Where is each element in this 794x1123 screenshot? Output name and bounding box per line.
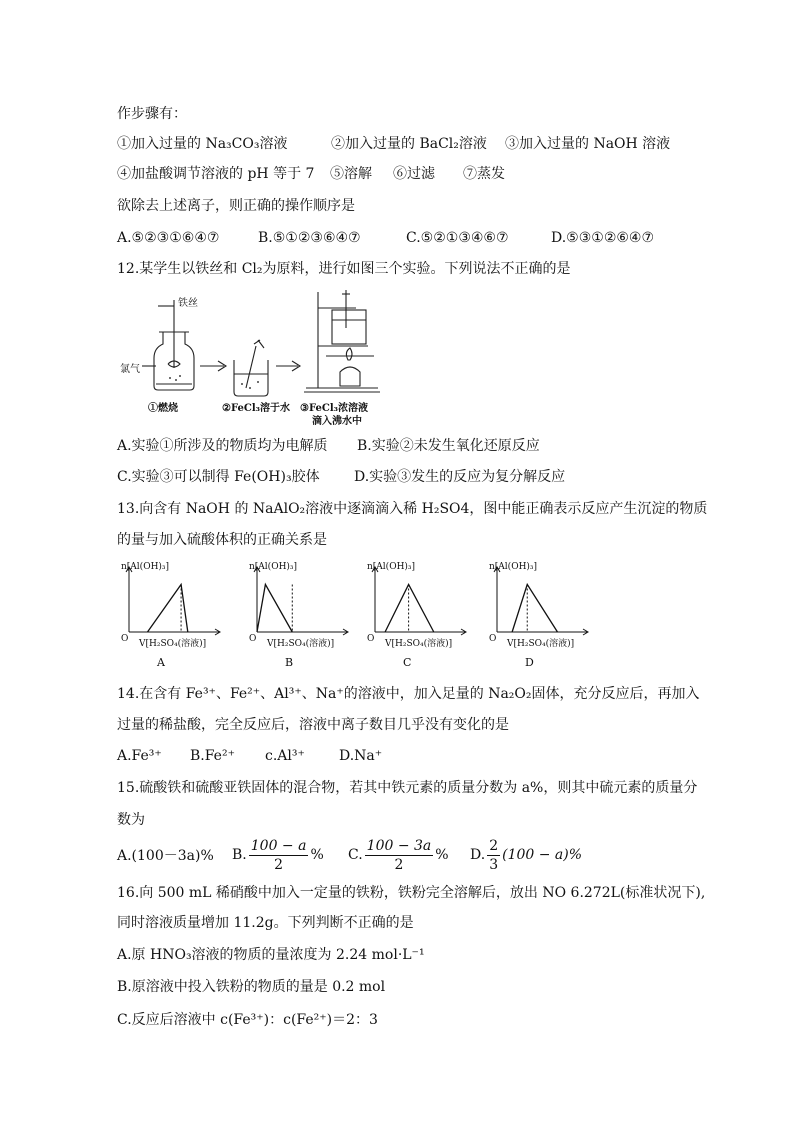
y-axis-label: n[Al(OH)₃] [121, 562, 170, 572]
graph-plot-a [117, 560, 227, 642]
graph-plot-b [245, 560, 355, 642]
q11-option-b: B.⑤①②③⑥④⑦ [258, 230, 361, 246]
q15-c-numerator: 100 − 3a [366, 837, 432, 854]
q12-option-b: B.实验②未发生氧化还原反应 [357, 438, 540, 454]
step-5: ⑤溶解 [330, 166, 372, 182]
graph-option-a [117, 560, 227, 670]
graph-letter-label: D [525, 656, 534, 669]
y-axis-label: n[Al(OH)₃] [489, 562, 538, 572]
graph-letter-label: A [157, 656, 165, 669]
q11-option-d: D.⑤③①②⑥④⑦ [551, 230, 655, 246]
precipitate-curve [147, 584, 187, 632]
q13-stem-line2: 的量与加入硫酸体积的正确关系是 [117, 532, 327, 548]
caption-dissolve: ②FeCl₃溶于水 [222, 403, 291, 414]
step-2: ②加入过量的 BaCl₂溶液 [331, 136, 487, 152]
step-6: ⑥过滤 [393, 166, 435, 182]
intro-text: 作步骤有： [117, 106, 187, 122]
iron-wire-label: 铁丝 [178, 298, 198, 309]
q15-d-suffix: (100 − a)% [502, 847, 583, 863]
x-axis-label: V[H₂SO₄(溶液)] [267, 639, 335, 649]
q16-stem-line1: 16.向 500 mL 稀硝酸中加入一定量的铁粉，铁粉完全溶解后，放出 NO 6.272L(标准状况下), [117, 885, 706, 901]
q12-option-d: D.实验③发生的反应为复分解反应 [354, 469, 566, 485]
q14-option-b: B.Fe²⁺ [190, 748, 235, 764]
q14-stem-line1: 14.在含有 Fe³⁺、Fe²⁺、Al³⁺、Na⁺的溶液中，加入足量的 Na₂O₂固体，充分反应后，再加入 [117, 686, 700, 702]
q16-option-a: A.原 HNO₃溶液的物质的量浓度为 2.24 mol·L⁻¹ [117, 947, 425, 963]
q15-b-numerator: 100 − a [250, 837, 307, 854]
origin-label: O [489, 634, 497, 644]
y-axis-label: n[Al(OH)₃] [249, 562, 298, 572]
q12-option-a: A.实验①所涉及的物质均为电解质 [117, 438, 328, 454]
q12-option-c: C.实验③可以制得 Fe(OH)₃胶体 [117, 469, 320, 485]
precipitate-curve [257, 584, 292, 632]
q15-option-d [470, 834, 582, 876]
q15-b-prefix: B. [232, 847, 247, 863]
chlorine-label: 氯气 [120, 364, 140, 375]
q14-option-d: D.Na⁺ [339, 748, 383, 764]
graph-letter-label: C [403, 656, 412, 669]
q15-c-suffix: % [435, 847, 449, 863]
origin-label: O [249, 634, 257, 644]
q15-b-denominator: 2 [274, 856, 284, 873]
q15-b-fraction [249, 837, 309, 874]
q11-option-c: C.⑤②①③④⑥⑦ [406, 230, 509, 246]
graph-option-d [485, 560, 595, 670]
step-4: ④加盐酸调节溶液的 pH 等于 7 [117, 166, 315, 182]
q15-d-numerator: 2 [489, 837, 499, 854]
q14-option-c: c.Al³⁺ [265, 748, 305, 764]
caption-burning: ①燃烧 [148, 403, 178, 414]
step-1: ①加入过量的 Na₃CO₃溶液 [117, 136, 288, 152]
graph-letter-label: B [285, 656, 294, 669]
q12-stem: 12.某学生以铁丝和 Cl₂为原料，进行如图三个实验。下列说法不正确的是 [117, 261, 571, 277]
caption-drop: ③FeCl₃浓溶液 [300, 403, 369, 414]
q15-b-suffix: % [310, 847, 324, 863]
x-axis-label: V[H₂SO₄(溶液)] [385, 639, 453, 649]
q15-option-c [348, 834, 449, 876]
graph-option-b [245, 560, 355, 670]
q14-stem-line2: 过量的稀盐酸，完全反应后，溶液中离子数目几乎没有变化的是 [117, 717, 509, 733]
precipitate-curve [512, 584, 557, 632]
origin-label: O [121, 634, 129, 644]
q15-c-fraction [365, 837, 434, 874]
q16-option-b: B.原溶液中投入铁粉的物质的量是 0.2 mol [117, 979, 386, 995]
origin-label: O [367, 634, 375, 644]
q15-stem-line1: 15.硫酸铁和硫酸亚铁固体的混合物，若其中铁元素的质量分数为 a%，则其中硫元素的质量分 [117, 780, 698, 796]
q12-experiment-figure [118, 288, 386, 428]
q15-d-prefix: D. [470, 847, 486, 863]
q15-option-b [232, 834, 324, 876]
q15-d-denominator: 3 [489, 856, 499, 873]
q16-option-c: C.反应后溶液中 c(Fe³⁺)：c(Fe²⁺)＝2：3 [117, 1012, 378, 1028]
q15-option-a: A.(100－3a)% [117, 848, 214, 864]
step-7: ⑦蒸发 [463, 166, 505, 182]
q15-stem-line2: 数为 [117, 812, 145, 828]
q13-stem-line1: 13.向含有 NaOH 的 NaAlO₂溶液中逐滴滴入稀 H₂SO4，图中能正确表示反应产生沉淀的物质 [117, 501, 708, 517]
q15-d-fraction [487, 837, 500, 874]
q15-c-denominator: 2 [394, 856, 404, 873]
x-axis-label: V[H₂SO₄(溶液)] [507, 639, 575, 649]
precipitate-curve [385, 584, 434, 632]
graph-plot-c [363, 560, 473, 642]
q11-option-a: A.⑤②③①⑥④⑦ [117, 230, 220, 246]
graph-plot-d [485, 560, 595, 642]
caption-boiling-water: 滴入沸水中 [312, 416, 362, 427]
step-3: ③加入过量的 NaOH 溶液 [505, 136, 671, 152]
q15-c-prefix: C. [348, 847, 363, 863]
y-axis-label: n[Al(OH)₃] [367, 562, 416, 572]
graph-option-c [363, 560, 473, 670]
q11-prompt: 欲除去上述离子，则正确的操作顺序是 [117, 198, 355, 214]
q16-stem-line2: 同时溶液质量增加 11.2g。下列判断不正确的是 [117, 915, 414, 931]
x-axis-label: V[H₂SO₄(溶液)] [139, 639, 207, 649]
q14-option-a: A.Fe³⁺ [117, 748, 162, 764]
